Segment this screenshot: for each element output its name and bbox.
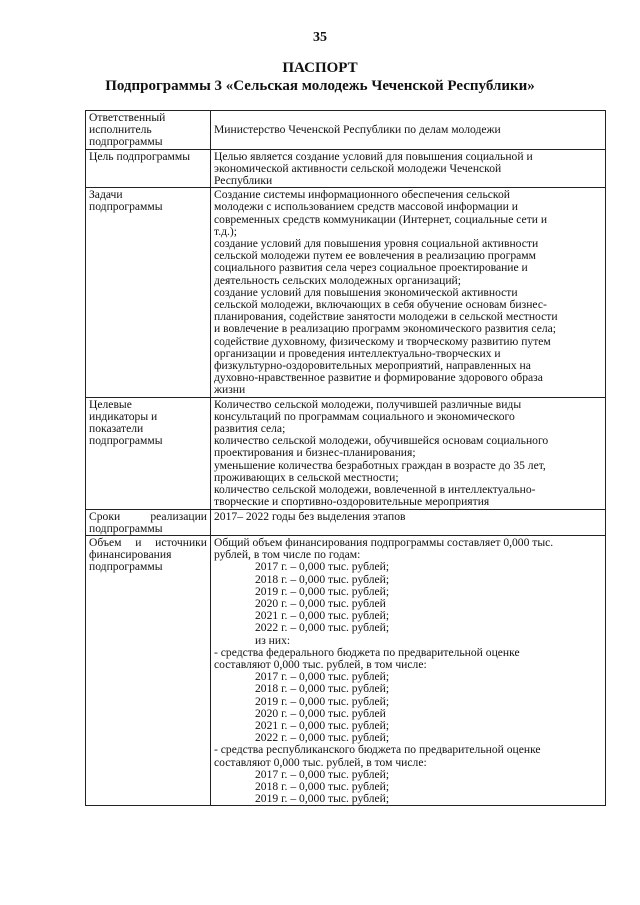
label-line: показатели (89, 422, 144, 436)
value-line: сельской молодежи, включающих в себя обучение основам бизнес- (214, 298, 547, 312)
year-line: 2022 г. – 0,000 тыс. рублей; (255, 621, 390, 635)
goal-label (86, 149, 211, 188)
label-line: исполнитель (89, 123, 152, 137)
executor-value-cell (211, 111, 606, 150)
value-line: создание условий для повышения экономической активности (214, 285, 518, 299)
year-line: из них: (255, 633, 291, 647)
value-line: социального развития села через социальное проектирование и (214, 261, 528, 275)
year-line: 2019 г. – 0,000 тыс. рублей; (255, 584, 390, 598)
value-line: уменьшение количества безработных граждан в возрасте до 35 лет, (214, 458, 546, 472)
value-line: консультаций по программам социального и экономического (214, 409, 515, 423)
value-line: физкультурно-оздоровительных мероприятий, направленных на (214, 359, 531, 373)
executor-value: Министерство Чеченской Республики по делам молодежи (214, 123, 501, 136)
year-line: 2022 г. – 0,000 тыс. рублей; (255, 731, 390, 745)
document-subtitle: Подпрограммы 3 «Сельская молодежь Чеченской Республики» (105, 78, 535, 94)
label-line: Ответственный (89, 111, 166, 124)
terms-value: 2017– 2022 годы без выделения этапов (214, 509, 406, 523)
year-line: 2020 г. – 0,000 тыс. рублей (255, 596, 386, 610)
year-line: 2021 г. – 0,000 тыс. рублей; (255, 718, 390, 732)
passport-table (85, 110, 606, 806)
value-line: жизни (214, 383, 246, 397)
value-line: проектирования и бизнес-планирования; (214, 446, 416, 460)
table-row-goal (86, 149, 606, 188)
funding-value-cell (211, 535, 606, 805)
value-line: Создание системы информационного обеспечения сельской (214, 188, 510, 202)
label-line: подпрограммы (89, 135, 163, 149)
value-line: планирования, содействие занятости молодежи в сельской местности (214, 310, 558, 324)
label-line: подпрограммы (89, 560, 163, 574)
value-line: рублей, в том числе по годам: (214, 548, 361, 562)
page-number: 35 (313, 30, 327, 45)
table-row-indicators (86, 397, 606, 509)
year-line: 2018 г. – 0,000 тыс. рублей; (255, 572, 390, 586)
year-line: 2017 г. – 0,000 тыс. рублей; (255, 767, 390, 781)
value-line: - средства республиканского бюджета по предварительной оценке (214, 743, 541, 757)
year-line: 2019 г. – 0,000 тыс. рублей; (255, 792, 390, 806)
label-line: финансирования (89, 548, 172, 562)
label-line: Объем и источники (89, 535, 207, 549)
year-line: 2019 г. – 0,000 тыс. рублей; (255, 694, 390, 708)
value-line: создание условий для повышения уровня социальной активности (214, 237, 539, 251)
value-line: содействие духовному, физическому и творческому развитию путем (214, 334, 551, 348)
table-row-tasks (86, 188, 606, 397)
value-line: Республики (214, 174, 273, 188)
tasks-value-cell (211, 188, 606, 397)
label-line: Цель подпрограммы (89, 149, 191, 163)
label-line: подпрограммы (89, 521, 163, 535)
terms-label (86, 509, 211, 535)
label-line: индикаторы и (89, 409, 158, 423)
year-line: 2020 г. – 0,000 тыс. рублей (255, 706, 386, 720)
terms-value-cell (211, 509, 606, 535)
year-line: 2018 г. – 0,000 тыс. рублей; (255, 779, 390, 793)
value-line: и вовлечение в реализацию программ экономического развития села; (214, 322, 556, 336)
value-line: т.д.); (214, 224, 237, 238)
label-line: Целевые (89, 397, 132, 411)
table-row-terms (86, 509, 606, 535)
label-line: Сроки реализации (89, 509, 207, 523)
value-line: проживающих в сельской местности; (214, 470, 399, 484)
year-line: 2017 г. – 0,000 тыс. рублей; (255, 670, 390, 684)
tasks-label (86, 188, 211, 397)
value-line: развития села; (214, 422, 286, 436)
value-line: творческие и спортивно-оздоровительные мероприятия (214, 495, 490, 509)
value-line: деятельность сельских молодежных организаций; (214, 273, 461, 287)
label-line: подпрограммы (89, 200, 163, 214)
table-row-funding (86, 535, 606, 805)
goal-value-cell (211, 149, 606, 188)
value-line: духовно-нравственное развитие и формирование здорового образа (214, 371, 543, 385)
document-title: ПАСПОРТ (282, 60, 358, 76)
year-line: 2018 г. – 0,000 тыс. рублей; (255, 682, 390, 696)
year-line: 2017 г. – 0,000 тыс. рублей; (255, 560, 390, 574)
value-line: количество сельской молодежи, вовлеченной в интеллектуально- (214, 483, 536, 497)
value-line: составляют 0,000 тыс. рублей, в том числе: (214, 755, 427, 769)
value-line: молодежи с использованием средств массовой информации и (214, 200, 518, 214)
value-line: сельской молодежи путем ее вовлечения в реализацию программ (214, 249, 536, 263)
value-line: - средства федерального бюджета по предварительной оценке (214, 645, 520, 659)
value-line: современных средств коммуникации (Интернет, социальные сети и (214, 212, 548, 226)
value-line: Общий объем финансирования подпрограммы составляет 0,000 тыс. (214, 535, 554, 549)
value-line: количество сельской молодежи, обучившейся основам социального (214, 434, 549, 448)
executor-label (86, 111, 211, 150)
indicators-label (86, 397, 211, 509)
year-line: 2021 г. – 0,000 тыс. рублей; (255, 609, 390, 623)
table-row-executor (86, 111, 606, 150)
funding-label (86, 535, 211, 805)
label-line: Задачи (89, 188, 123, 202)
value-line: составляют 0,000 тыс. рублей, в том числе: (214, 657, 427, 671)
value-line: Количество сельской молодежи, получившей различные виды (214, 397, 522, 411)
value-line: организации и проведения интеллектуально-творческих и (214, 346, 501, 360)
value-line: экономической активности сельской молодежи Чеченской (214, 161, 502, 175)
value-line: Целью является создание условий для повышения социальной и (214, 149, 533, 163)
indicators-value-cell (211, 397, 606, 509)
label-line: подпрограммы (89, 434, 163, 448)
